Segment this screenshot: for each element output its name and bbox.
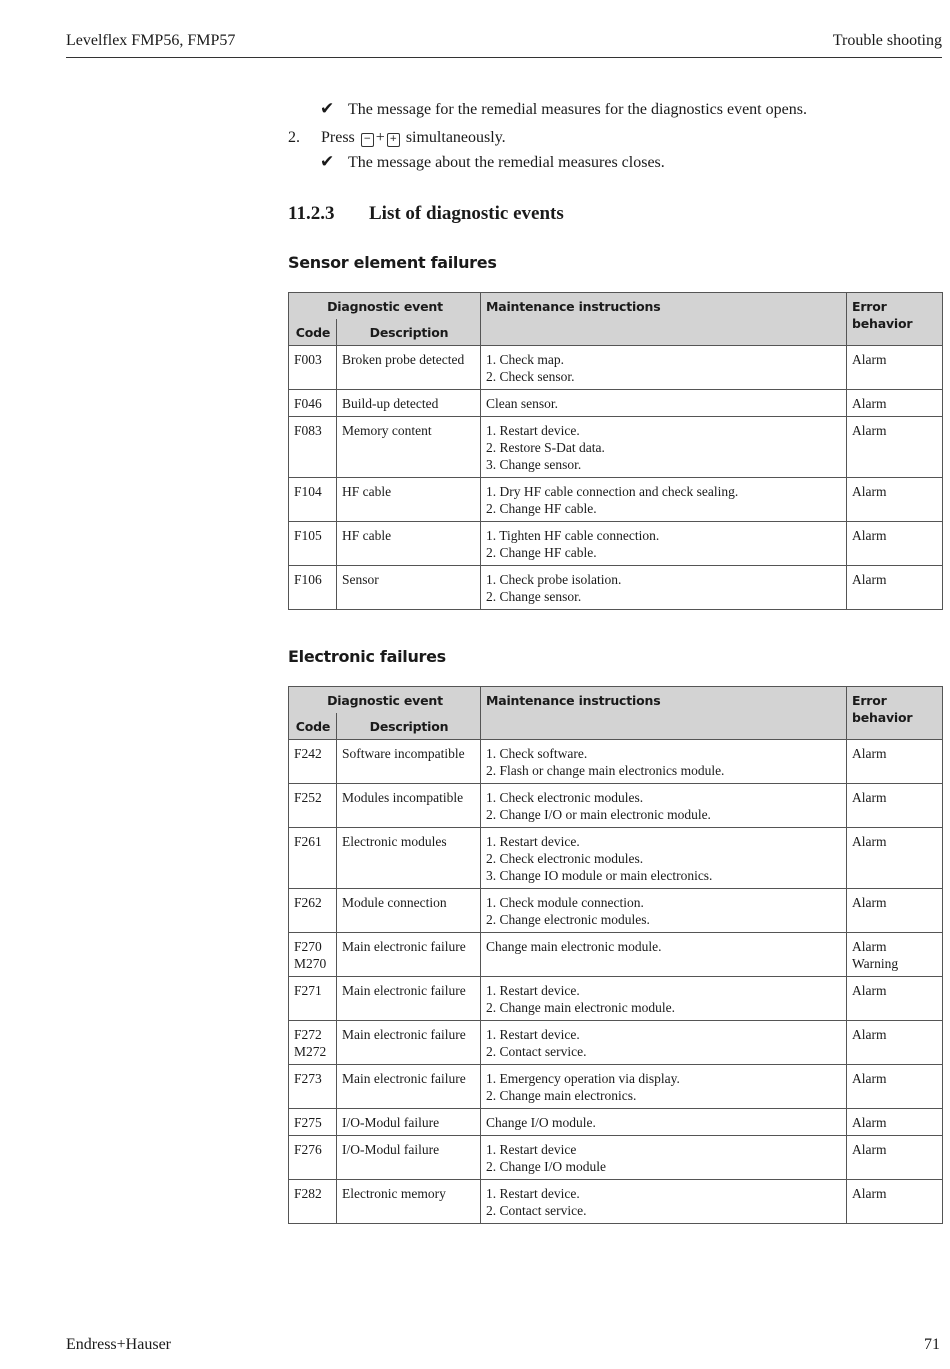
maintenance-cell-line: 1. Restart device.: [486, 1027, 580, 1042]
error-behavior-cell: [847, 566, 943, 610]
maintenance-cell: [481, 478, 847, 522]
table-row: [289, 933, 943, 977]
maintenance-cell: [481, 828, 847, 889]
description-cell: Sensor: [337, 566, 481, 610]
step-2: [288, 128, 788, 148]
code-cell-line: F272: [294, 1027, 322, 1042]
description-cell: HF cable: [337, 522, 481, 566]
code-cell: [289, 828, 337, 889]
maintenance-cell: [481, 889, 847, 933]
error-behavior-cell: [847, 1109, 943, 1136]
maintenance-cell-line: 2. Change HF cable.: [486, 501, 597, 516]
description-cell: Memory content: [337, 417, 481, 478]
description-cell: Software incompatible: [337, 740, 481, 784]
col-maintenance: Maintenance instructions: [481, 687, 847, 740]
step-2-text: [321, 128, 506, 148]
step-2-number: 2.: [288, 129, 300, 146]
error-behavior-cell-line: Alarm: [852, 790, 887, 805]
electronic-table-body: [289, 740, 943, 1224]
error-behavior-cell-line: Alarm: [852, 1115, 887, 1130]
error-behavior-cell-line: Alarm: [852, 528, 887, 543]
code-cell-line: F261: [294, 834, 322, 849]
code-cell-line: F106: [294, 572, 322, 587]
table-row: [289, 478, 943, 522]
code-cell: [289, 933, 337, 977]
maintenance-cell-line: 1. Restart device.: [486, 423, 580, 438]
table-row: [289, 784, 943, 828]
sensor-failures-table: [288, 292, 943, 610]
code-cell-line: F273: [294, 1071, 322, 1086]
section-number: 11.2.3: [288, 203, 335, 224]
description-cell: Electronic modules: [337, 828, 481, 889]
table-row: [289, 1180, 943, 1224]
checkmark-icon: ✔: [320, 152, 335, 171]
maintenance-cell-line: 1. Check probe isolation.: [486, 572, 622, 587]
code-cell-line: F271: [294, 983, 322, 998]
plus-key-icon: +: [387, 133, 400, 147]
code-cell-line: F105: [294, 528, 322, 543]
error-behavior-cell: [847, 977, 943, 1021]
code-cell-line: F270: [294, 939, 322, 954]
maintenance-cell: [481, 390, 847, 417]
error-behavior-cell-line: Warning: [852, 956, 899, 971]
code-cell: [289, 977, 337, 1021]
maintenance-cell-line: 2. Change main electronics.: [486, 1088, 637, 1103]
maintenance-cell-line: 2. Restore S-Dat data.: [486, 440, 605, 455]
code-cell: [289, 522, 337, 566]
description-cell: Build-up detected: [337, 390, 481, 417]
maintenance-cell: [481, 1065, 847, 1109]
code-cell-line: F252: [294, 790, 322, 805]
error-behavior-cell: [847, 522, 943, 566]
error-behavior-cell-line: Alarm: [852, 939, 887, 954]
error-behavior-cell: [847, 417, 943, 478]
maintenance-cell-line: 1. Restart device: [486, 1142, 577, 1157]
error-behavior-cell: [847, 1180, 943, 1224]
maintenance-cell-line: 1. Dry HF cable connection and check sealing.: [486, 484, 739, 499]
maintenance-cell-line: 2. Change I/O or main electronic module.: [486, 807, 711, 822]
error-behavior-cell-line: Alarm: [852, 423, 887, 438]
step-2-text-b: simultaneously.: [405, 129, 506, 146]
step-result-2: [320, 152, 665, 173]
maintenance-cell-line: Change I/O module.: [486, 1115, 596, 1130]
code-cell-line: M272: [294, 1044, 327, 1059]
minus-key-icon: −: [361, 133, 374, 147]
maintenance-cell-line: 1. Tighten HF cable connection.: [486, 528, 660, 543]
footer-company: Endress+Hauser: [66, 1336, 171, 1353]
code-cell-line: F083: [294, 423, 322, 438]
maintenance-cell-line: 1. Restart device.: [486, 983, 580, 998]
col-code: Code: [289, 319, 337, 346]
code-cell: [289, 1109, 337, 1136]
step-2-plus: +: [375, 129, 385, 146]
description-cell: Main electronic failure: [337, 977, 481, 1021]
code-cell-line: F104: [294, 484, 322, 499]
code-cell: [289, 740, 337, 784]
header-product: Levelflex FMP56, FMP57: [66, 32, 236, 49]
maintenance-cell-line: 2. Flash or change main electronics module.: [486, 763, 725, 778]
maintenance-cell-line: 1. Check electronic modules.: [486, 790, 644, 805]
maintenance-cell: [481, 740, 847, 784]
error-behavior-cell: [847, 1021, 943, 1065]
code-cell: [289, 1136, 337, 1180]
code-cell-line: F262: [294, 895, 322, 910]
error-behavior-cell: [847, 390, 943, 417]
code-cell-line: F046: [294, 396, 322, 411]
step-result-1: [320, 99, 807, 120]
error-behavior-cell-line: Alarm: [852, 572, 887, 587]
code-cell-line: F276: [294, 1142, 322, 1157]
code-cell-line: M270: [294, 956, 327, 971]
col-error-behavior: Error behavior: [847, 687, 943, 740]
table-row: [289, 566, 943, 610]
maintenance-cell-line: 2. Change electronic modules.: [486, 912, 650, 927]
maintenance-cell-line: 1. Emergency operation via display.: [486, 1071, 680, 1086]
col-diagnostic-event: Diagnostic event: [289, 687, 481, 714]
description-cell: Module connection: [337, 889, 481, 933]
table-row: [289, 889, 943, 933]
maintenance-cell: [481, 566, 847, 610]
table-row: [289, 390, 943, 417]
code-cell: [289, 1180, 337, 1224]
code-cell: [289, 566, 337, 610]
table-row: [289, 346, 943, 390]
electronic-failures-title: Electronic failures: [288, 647, 446, 666]
code-cell-line: F003: [294, 352, 322, 367]
maintenance-cell: [481, 1136, 847, 1180]
table-row: [289, 977, 943, 1021]
error-behavior-cell-line: Alarm: [852, 983, 887, 998]
error-behavior-cell: [847, 478, 943, 522]
col-maintenance: Maintenance instructions: [481, 293, 847, 346]
error-behavior-cell: [847, 828, 943, 889]
maintenance-cell-line: 1. Check software.: [486, 746, 588, 761]
table-row: [289, 1021, 943, 1065]
description-cell: Main electronic failure: [337, 1065, 481, 1109]
error-behavior-cell-line: Alarm: [852, 895, 887, 910]
code-cell-line: F275: [294, 1115, 322, 1130]
description-cell: HF cable: [337, 478, 481, 522]
description-cell: Main electronic failure: [337, 1021, 481, 1065]
maintenance-cell-line: 2. Contact service.: [486, 1203, 587, 1218]
code-cell: [289, 390, 337, 417]
col-description: Description: [337, 713, 481, 740]
error-behavior-cell-line: Alarm: [852, 1186, 887, 1201]
error-behavior-cell-line: Alarm: [852, 396, 887, 411]
error-behavior-cell: [847, 1065, 943, 1109]
maintenance-cell-line: Change main electronic module.: [486, 939, 662, 954]
header-chapter: Trouble shooting: [832, 32, 942, 49]
maintenance-cell-line: 2. Contact service.: [486, 1044, 587, 1059]
maintenance-cell-line: 2. Change HF cable.: [486, 545, 597, 560]
maintenance-cell: [481, 522, 847, 566]
description-cell: I/O-Modul failure: [337, 1136, 481, 1180]
page-number: 71: [924, 1336, 940, 1353]
maintenance-cell-line: Clean sensor.: [486, 396, 558, 411]
code-cell-line: F242: [294, 746, 322, 761]
error-behavior-cell: [847, 933, 943, 977]
error-behavior-cell-line: Alarm: [852, 484, 887, 499]
maintenance-cell-line: 2. Change I/O module: [486, 1159, 606, 1174]
error-behavior-cell-line: Alarm: [852, 1142, 887, 1157]
error-behavior-cell: [847, 1136, 943, 1180]
maintenance-cell-line: 2. Check electronic modules.: [486, 851, 644, 866]
col-error-behavior: Error behavior: [847, 293, 943, 346]
maintenance-cell: [481, 417, 847, 478]
step-result-2-text: The message about the remedial measures closes.: [348, 154, 665, 171]
maintenance-cell: [481, 977, 847, 1021]
col-code: Code: [289, 713, 337, 740]
error-behavior-cell: [847, 784, 943, 828]
table-row: [289, 828, 943, 889]
table-row: [289, 1109, 943, 1136]
table-row: [289, 522, 943, 566]
code-cell: [289, 478, 337, 522]
maintenance-cell: [481, 1180, 847, 1224]
table-row: [289, 417, 943, 478]
code-cell: [289, 1021, 337, 1065]
description-cell: Main electronic failure: [337, 933, 481, 977]
code-cell: [289, 784, 337, 828]
code-cell: [289, 889, 337, 933]
code-cell: [289, 417, 337, 478]
maintenance-cell: [481, 1021, 847, 1065]
col-diagnostic-event: Diagnostic event: [289, 293, 481, 320]
sensor-failures-title: Sensor element failures: [288, 253, 497, 272]
maintenance-cell: [481, 1109, 847, 1136]
maintenance-cell-line: 1. Check map.: [486, 352, 564, 367]
maintenance-cell-line: 1. Restart device.: [486, 834, 580, 849]
maintenance-cell: [481, 933, 847, 977]
error-behavior-cell-line: Alarm: [852, 834, 887, 849]
maintenance-cell: [481, 346, 847, 390]
step-2-text-a: Press: [321, 129, 355, 146]
sensor-table-body: [289, 346, 943, 610]
code-cell-line: F282: [294, 1186, 322, 1201]
maintenance-cell-line: 3. Change sensor.: [486, 457, 582, 472]
maintenance-cell-line: 3. Change IO module or main electronics.: [486, 868, 713, 883]
error-behavior-cell-line: Alarm: [852, 1027, 887, 1042]
table-row: [289, 1065, 943, 1109]
maintenance-cell-line: 1. Check module connection.: [486, 895, 644, 910]
error-behavior-cell-line: Alarm: [852, 746, 887, 761]
error-behavior-cell: [847, 740, 943, 784]
description-cell: Broken probe detected: [337, 346, 481, 390]
error-behavior-cell: [847, 889, 943, 933]
table-row: [289, 1136, 943, 1180]
description-cell: Modules incompatible: [337, 784, 481, 828]
header-rule: [66, 57, 942, 58]
table-row: [289, 740, 943, 784]
electronic-failures-table: [288, 686, 943, 1224]
description-cell: I/O-Modul failure: [337, 1109, 481, 1136]
step-result-1-text: The message for the remedial measures for the diagnostics event opens.: [348, 101, 807, 118]
maintenance-cell-line: 2. Check sensor.: [486, 369, 575, 384]
checkmark-icon: ✔: [320, 99, 335, 118]
maintenance-cell-line: 2. Change sensor.: [486, 589, 582, 604]
col-description: Description: [337, 319, 481, 346]
section-heading: [288, 202, 564, 226]
maintenance-cell-line: 1. Restart device.: [486, 1186, 580, 1201]
description-cell: Electronic memory: [337, 1180, 481, 1224]
maintenance-cell: [481, 784, 847, 828]
error-behavior-cell-line: Alarm: [852, 1071, 887, 1086]
error-behavior-cell-line: Alarm: [852, 352, 887, 367]
section-title: List of diagnostic events: [369, 203, 564, 224]
maintenance-cell-line: 2. Change main electronic module.: [486, 1000, 675, 1015]
error-behavior-cell: [847, 346, 943, 390]
code-cell: [289, 346, 337, 390]
code-cell: [289, 1065, 337, 1109]
